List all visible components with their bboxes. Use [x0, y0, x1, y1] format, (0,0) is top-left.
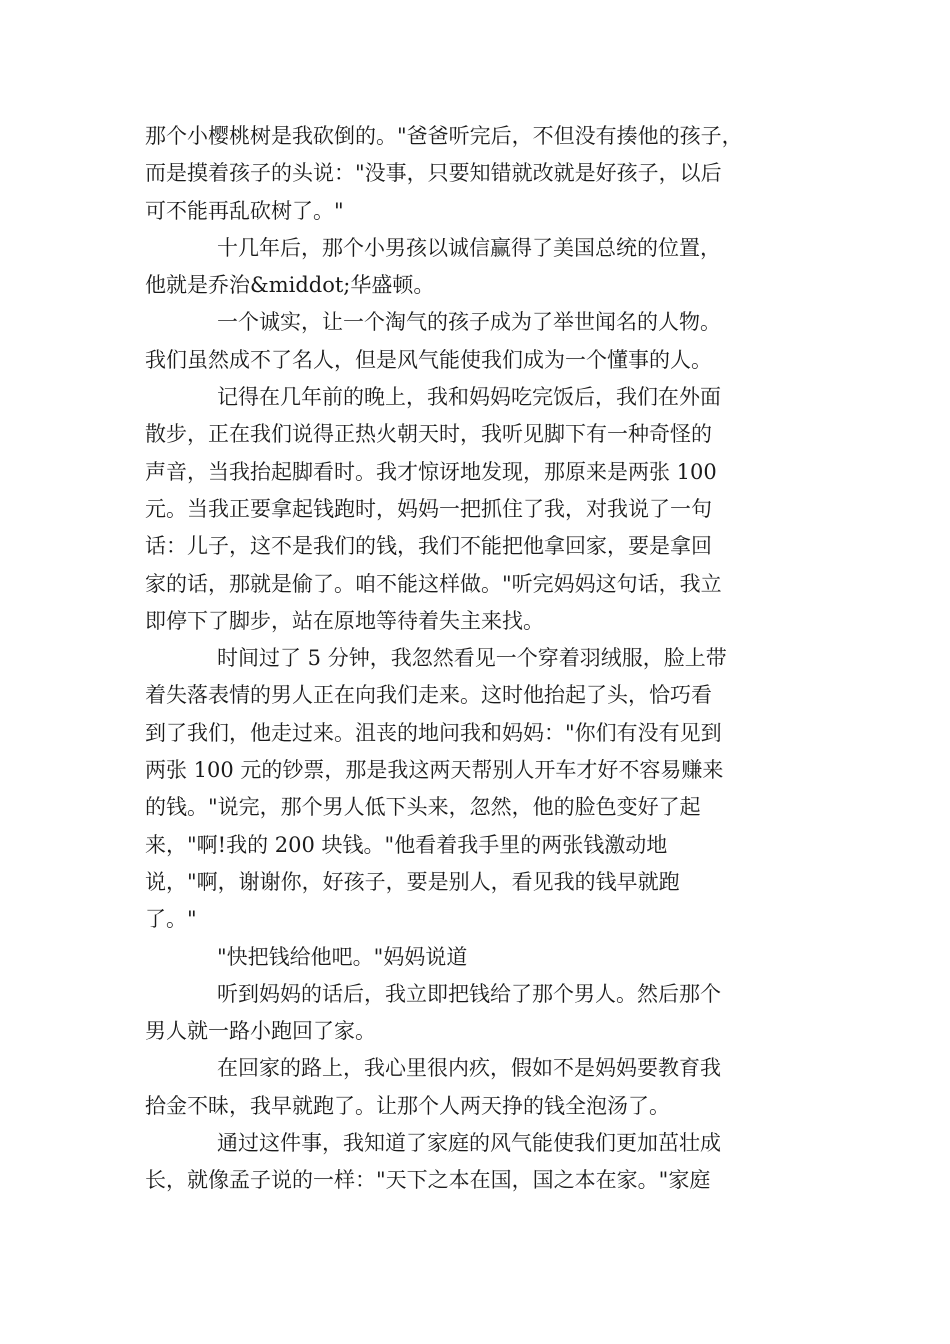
text-line: 元。当我正要拿起钱跑时，妈妈一把抓住了我，对我说了一句	[145, 496, 712, 521]
text-line: 十几年后，那个小男孩以诚信赢得了美国总统的位置，	[217, 235, 721, 260]
text-line: 可不能再乱砍树了。"	[145, 198, 344, 223]
text-line: 通过这件事，我知道了家庭的风气能使我们更加茁壮成	[217, 1131, 721, 1156]
text-line: 到了我们，他走过来。沮丧的地问我和妈妈："你们有没有见到	[145, 720, 722, 745]
text-line: 在回家的路上，我心里很内疚，假如不是妈妈要教育我	[217, 1056, 721, 1081]
text-line: 拾金不昧，我早就跑了。让那个人两天挣的钱全泡汤了。	[145, 1093, 670, 1118]
text-line: 散步，正在我们说得正热火朝天时，我听见脚下有一种奇怪的	[145, 422, 712, 447]
text-line: 他就是乔治&middot;华盛顿。	[145, 273, 435, 298]
text-line: 的钱。"说完，那个男人低下头来，忽然，他的脸色变好了起	[145, 795, 701, 820]
text-line: 记得在几年前的晚上，我和妈妈吃完饭后，我们在外面	[217, 385, 721, 410]
text-line: 即停下了脚步，站在原地等待着失主来找。	[145, 608, 544, 633]
text-line: 家的话，那就是偷了。咱不能这样做。"听完妈妈这句话，我立	[145, 571, 722, 596]
text-line: 我们虽然成不了名人，但是风气能使我们成为一个懂事的人。	[145, 347, 712, 372]
text-line: 男人就一路小跑回了家。	[145, 1019, 376, 1044]
text-line: 听到妈妈的话后，我立即把钱给了那个男人。然后那个	[217, 981, 721, 1006]
text-line: 长，就像孟子说的一样："天下之本在国，国之本在家。"家庭	[145, 1168, 711, 1193]
text-line: 说，"啊，谢谢你，好孩子，要是别人，看见我的钱早就跑	[145, 869, 680, 894]
text-line: 来，"啊!我的 200 块钱。"他看着我手里的两张钱激动地	[145, 832, 668, 857]
text-line: 着失落表情的男人正在向我们走来。这时他抬起了头，恰巧看	[145, 683, 712, 708]
text-line: 两张 100 元的钞票，那是我这两天帮别人开车才好不容易赚来	[145, 758, 724, 783]
document-body-text	[145, 118, 805, 1200]
text-line: 声音，当我抬起脚看时。我才惊讶地发现，那原来是两张 100	[145, 459, 717, 484]
text-line: 那个小樱桃树是我砍倒的。"爸爸听完后，不但没有揍他的孩子，	[145, 124, 743, 148]
text-line: "快把钱给他吧。"妈妈说道	[217, 944, 468, 969]
text-line: 时间过了 5 分钟，我忽然看见一个穿着羽绒服，脸上带	[217, 646, 727, 671]
text-line: 了。"	[145, 907, 197, 932]
text-line: 而是摸着孩子的头说："没事，只要知错就改就是好孩子，以后	[145, 161, 722, 186]
text-line: 话：儿子，这不是我们的钱，我们不能把他拿回家，要是拿回	[145, 534, 712, 559]
text-line: 一个诚实，让一个淘气的孩子成为了举世闻名的人物。	[217, 310, 721, 335]
